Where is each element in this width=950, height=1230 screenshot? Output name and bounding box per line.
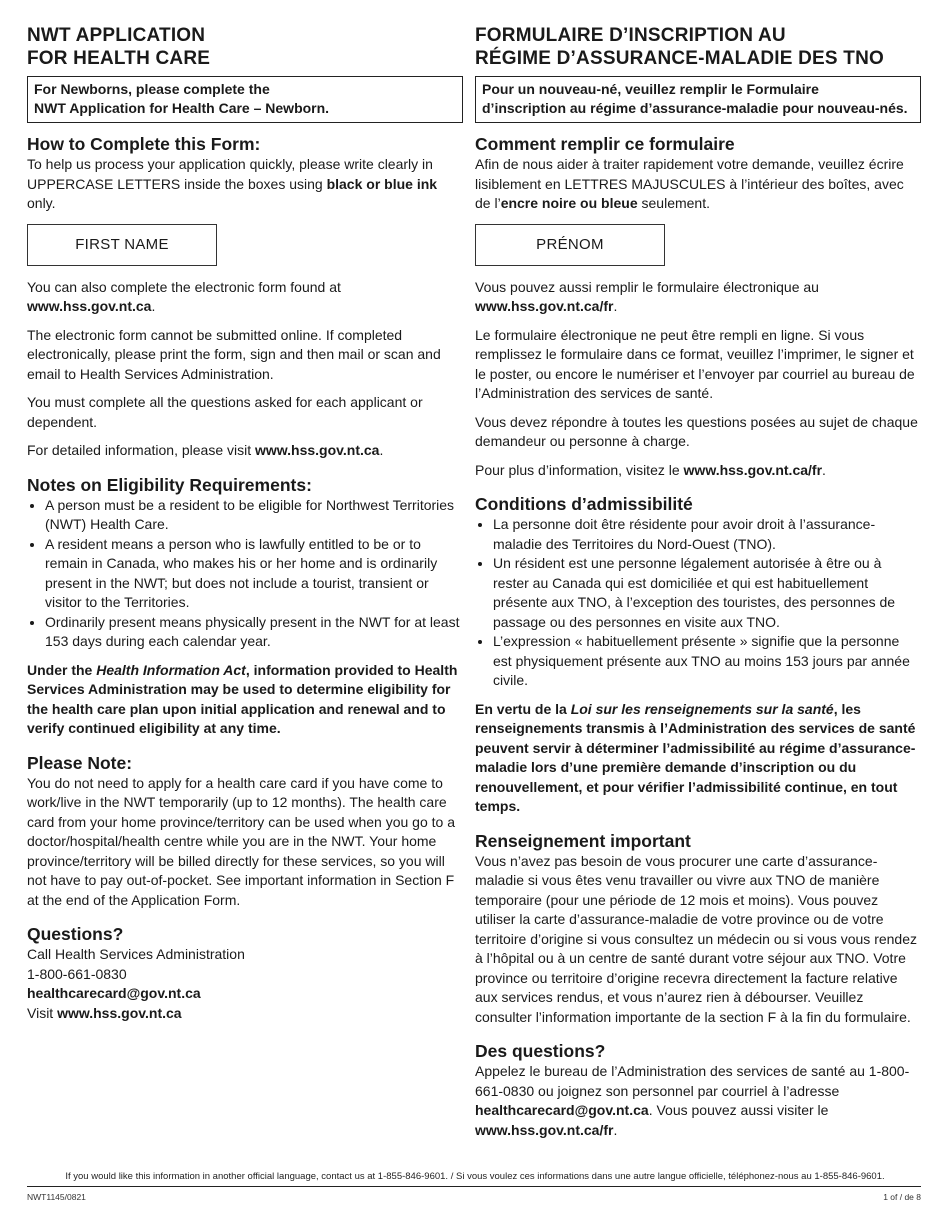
contact-website-link-fr[interactable]: www.hss.gov.nt.ca/fr: [475, 1121, 614, 1138]
form-number: NWT1145/0821: [27, 1192, 86, 1202]
please-note-text-en: You do not need to apply for a health care card if you have come to work/live in the NWT temporarily (up to 12 months). The health care card from your home province/territory can be used when you go to a doctor/hospital/health centre while you are in the NWT. Your home province/territory will be billed directly for these services, so you will not have to pay out-of-pocket. See important information in Section F at the end of the Application Form.: [27, 774, 455, 908]
questions-section-fr: [475, 1041, 921, 1140]
eligibility-section-en: [27, 475, 463, 739]
prenom-example-box: PRÉNOM: [475, 224, 665, 266]
questions-heading-fr: Des questions?: [475, 1041, 606, 1061]
how-to-heading-fr: Comment remplir ce formulaire: [475, 134, 735, 154]
eligibility-section-fr: [475, 494, 921, 817]
detail-info-text-en: For detailed information, please visit www.hss.gov.nt.ca.: [27, 442, 384, 458]
health-act-text-fr: En vertu de la Loi sur les renseignements sur la santé, les renseignements transmis à l’Administration des services de santé peuvent servir à déterminer l’admissibilité au régime d’assurance-maladie lors d’une première demande d’inscription ou du renouvellement, et pour vérifier l’admissibilité continue, en tout temps.: [475, 700, 916, 814]
contact-phone-en: 1-800-661-0830: [27, 965, 127, 982]
detail-info-text-fr: Pour plus d’information, visitez le www.hss.gov.nt.ca/fr.: [475, 461, 826, 478]
eligibility-heading-en: Notes on Eligibility Requirements:: [27, 474, 312, 495]
newborn-notice-en: For Newborns, please complete the NWT Application for Health Care – Newborn.: [27, 76, 463, 123]
eligibility-list-fr: [475, 515, 921, 691]
please-note-heading-en: Please Note:: [27, 752, 133, 773]
language-footnote: If you would like this information in another official language, contact us at 1-855-846-9601. / Si vous voulez ces informations dans une autre langue officielle, téléphonez-nous au 1-855-846-9601.: [65, 1171, 885, 1182]
submission-text-en: The electronic form cannot be submitted online. If completed electronically, please print the form, sign and then mail or scan and email to Health Services Administration.: [27, 326, 441, 382]
submission-text-fr: Le formulaire électronique ne peut être rempli en ligne. Si vous remplissez le formulaire dans ce format, veuillez l’imprimer, le signer et le poster, ou encore le numériser et l’envoyer par courriel au bureau de l’Administration des services de santé.: [475, 326, 915, 401]
contact-website-link-en[interactable]: www.hss.gov.nt.ca: [57, 1004, 182, 1021]
contact-text-fr: Appelez le bureau de l’Administration des services de santé au 1-800-661-0830 ou joignez son personnel par courriel à l’adresse healthcarecard@gov.nt.ca. Vous pouvez aussi visiter le www.hss.gov.nt.ca/fr.: [475, 1063, 910, 1138]
list-item: • A person must be a resident to be eligible for Northwest Territories (NWT) Health Care.: [45, 496, 463, 535]
questions-section-en: [27, 924, 463, 1023]
requirement-text-fr: Vous devez répondre à toutes les questions posées au sujet de chaque demandeur ou personne à charge.: [475, 413, 918, 449]
detail-link-fr[interactable]: www.hss.gov.nt.ca/fr: [683, 461, 823, 478]
page-title-fr: FORMULAIRE D’INSCRIPTION AU RÉGIME D’ASSURANCE-MALADIE DES TNO: [475, 25, 884, 69]
contact-email-en[interactable]: healthcarecard@gov.nt.ca: [27, 985, 201, 1001]
contact-email-fr[interactable]: healthcarecard@gov.nt.ca: [475, 1102, 649, 1118]
important-info-section-fr: [475, 831, 921, 1028]
eligibility-heading-fr: Conditions d’admissibilité: [475, 494, 693, 514]
electronic-form-text-en: You can also complete the electronic form found at www.hss.gov.nt.ca.: [27, 278, 341, 314]
important-info-text-fr: Vous n’avez pas besoin de vous procurer une carte d’assurance-maladie si vous êtes venu travailler ou vivre aux TNO de manière temporaire (pour une période de 12 mois et moins). Vous pouvez utiliser la carte d’assurance-maladie de votre province ou de votre territoire d’origine si vous consultez un médecin ou si vous vous rendez à l’hôpital ou à un centre de santé durant votre séjour aux TNO. Votre province ou territoire d’origine recevra directement la facture relative aux services rendus, et vous n’aurez rien à débourser. Veuillez consulter l’information importante de la section F à la fin du formulaire.: [475, 852, 918, 1025]
website-link-en[interactable]: www.hss.gov.nt.ca: [27, 298, 152, 314]
list-item: • A resident means a person who is lawfully entitled to be or to remain in Canada, who makes his or her home and is ordinarily present in the NWT; but does not include a tourist, transient or visitor to the Territories.: [45, 535, 463, 613]
please-note-section-en: [27, 753, 463, 911]
contact-name-en: Call Health Services Administration: [27, 946, 245, 962]
website-link-fr[interactable]: www.hss.gov.nt.ca/fr: [475, 298, 614, 314]
page-number: 1 of / de 8: [883, 1192, 921, 1202]
how-to-text-en: To help us process your application quickly, please write clearly in UPPERCASE LETTERS inside the boxes using black or blue ink only.: [27, 156, 438, 211]
list-item: • Ordinarily present means physically present in the NWT for at least 153 days during each calendar year.: [45, 613, 463, 652]
important-info-heading-fr: Renseignement important: [475, 830, 691, 851]
detail-link-en[interactable]: www.hss.gov.nt.ca: [255, 442, 380, 458]
how-to-heading-en: How to Complete this Form:: [27, 134, 261, 154]
requirement-text-en: You must complete all the questions asked for each applicant or dependent.: [27, 394, 423, 430]
first-name-example-box: FIRST NAME: [27, 224, 217, 266]
english-column: [27, 24, 463, 1023]
contact-visit-en: Visit www.hss.gov.nt.ca: [27, 1004, 182, 1021]
list-item: • L’expression « habituellement présente » signifie que la personne est physiquement présente aux TNO au moins 153 jours par année civile.: [493, 632, 921, 691]
health-act-text-en: Under the Health Information Act, information provided to Health Services Administration may be used to determine eligibility for the health care plan upon initial application and renewal and to verify continued eligibility at any time.: [27, 661, 458, 736]
page-title-en: NWT APPLICATION FOR HEALTH CARE: [27, 25, 211, 69]
how-to-section-en: [27, 134, 463, 461]
list-item: • Un résident est une personne légalement autorisée à être ou à rester au Canada qui est domiciliée et qui est habituellement présente aux TNO, à l’exception des touristes, des personnes de passage ou des personnes en visite aux TNO.: [493, 554, 921, 632]
list-item: • La personne doit être résidente pour avoir droit à l’assurance-maladie des Territoires du Nord-Ouest (TNO).: [493, 515, 921, 554]
footer-divider: [27, 1186, 921, 1187]
questions-heading-en: Questions?: [27, 924, 124, 944]
french-column: [475, 24, 921, 1140]
how-to-section-fr: [475, 134, 921, 480]
electronic-form-text-fr: Vous pouvez aussi remplir le formulaire électronique au www.hss.gov.nt.ca/fr.: [475, 278, 819, 314]
newborn-notice-fr: Pour un nouveau-né, veuillez remplir le Formulaire d’inscription au régime d’assurance-maladie pour nouveau-nés.: [475, 76, 921, 123]
how-to-text-fr: Afin de nous aider à traiter rapidement votre demande, veuillez écrire lisiblement en LETTRES MAJUSCULES à l’intérieur des boîtes, avec de l’encre noire ou bleue seulement.: [475, 156, 904, 211]
eligibility-list-en: [27, 496, 463, 652]
